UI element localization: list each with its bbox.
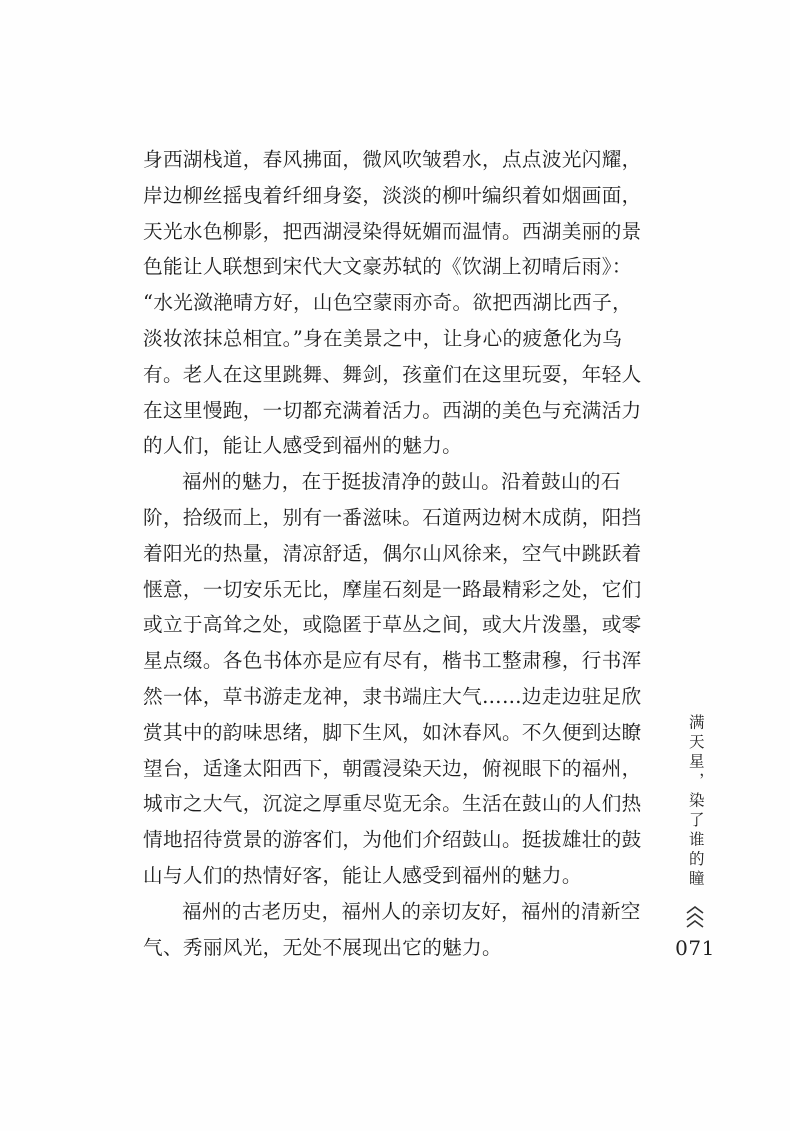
- text-line: 着阳光的热量，清凉舒适，偶尔山风徐来，空气中跳跃着: [143, 541, 642, 565]
- book-title: 满天星，染了谁的瞳: [686, 714, 705, 890]
- text-line: 情地招待赏景的游客们，为他们介绍鼓山。挺拔雄壮的鼓: [143, 828, 642, 852]
- text-line: 或立于高耸之处，或隐匿于草丛之间，或大片泼墨，或零: [143, 613, 642, 637]
- text-line: 的人们，能让人感受到福州的魅力。: [143, 434, 463, 458]
- paragraph-start-line: 福州的古老历史，福州人的亲切友好，福州的清新空: [182, 899, 641, 923]
- text-line: 赏其中的韵味思绪，脚下生风，如沐春风。不久便到达瞭: [143, 720, 642, 744]
- running-sidebar: [675, 714, 715, 960]
- text-line: 惬意，一切安乐无比，摩崖石刻是一路最精彩之处，它们: [143, 577, 642, 601]
- text-line: 天光水色柳影，把西湖浸染得妩媚而温情。西湖美丽的景: [143, 219, 642, 243]
- page-number: 071: [675, 935, 715, 960]
- text-line: “水光潋滟晴方好，山色空蒙雨亦奇。欲把西湖比西子，: [143, 291, 633, 315]
- text-line: 色能让人联想到宋代大文豪苏轼的《饮湖上初晴后雨》：: [143, 255, 632, 279]
- text-line: 然一体，草书游走龙神，隶书端庄大气……边走边驻足欣: [143, 684, 642, 708]
- text-line: 星点缀。各色书体亦是应有尽有，楷书工整肃穆，行书浑: [143, 649, 642, 673]
- triple-chevron-up-icon: [683, 904, 707, 932]
- text-line: 有。老人在这里跳舞、舞剑，孩童们在这里玩耍，年轻人: [143, 362, 642, 386]
- text-line: 岸边柳丝摇曳着纤细身姿，淡淡的柳叶编织着如烟画面，: [143, 183, 642, 207]
- text-line: 城市之大气，沉淀之厚重尽览无余。生活在鼓山的人们热: [143, 792, 642, 816]
- text-line: 在这里慢跑，一切都充满着活力。西湖的美色与充满活力: [143, 398, 642, 422]
- text-line: 气、秀丽风光，无处不展现出它的魅力。: [143, 935, 502, 959]
- text-line: 淡妆浓抹总相宜。”身在美景之中，让身心的疲惫化为乌: [143, 326, 623, 350]
- text-line: 阶，拾级而上，别有一番滋味。石道两边树木成荫，阳挡: [143, 505, 642, 529]
- text-line: 望台，适逢太阳西下，朝霞浸染天边，俯视眼下的福州，: [143, 756, 642, 780]
- text-line: 山与人们的热情好客，能让人感受到福州的魅力。: [143, 863, 582, 887]
- paragraph-start-line: 福州的魅力，在于挺拔清净的鼓山。沿着鼓山的石: [182, 470, 621, 494]
- body-text: [143, 142, 643, 965]
- text-line: 身西湖栈道，春风拂面，微风吹皱碧水，点点波光闪耀，: [143, 148, 642, 171]
